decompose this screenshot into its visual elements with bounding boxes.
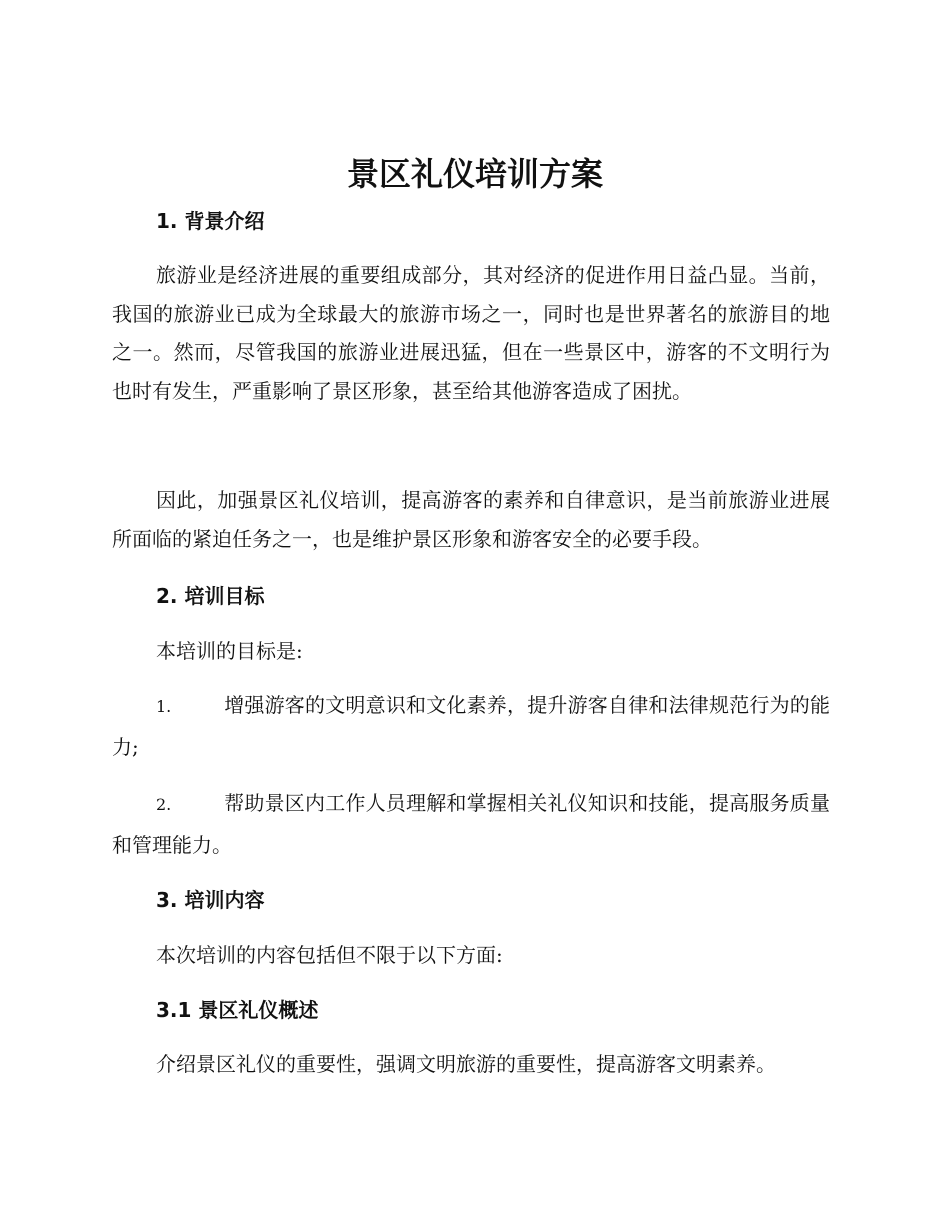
goal-list-item-2 (112, 783, 830, 865)
subsection-heading-overview: 3.1 景区礼仪概述 (156, 998, 319, 1022)
section-heading-content: 3. 培训内容 (156, 888, 265, 912)
list-text: 帮助景区内工作人员理解和掌握相关礼仪知识和技能，提高服务质量和管理能力。 (112, 791, 830, 857)
background-paragraph-1: 旅游业是经济进展的重要组成部分，其对经济的促进作用日益凸显。当前，我国的旅游业已成为全球最大的旅游市场之一，同时也是世界著名的旅游目的地之一。然而，尽管我国的旅游业进展迅猛，但在一些景区中，游客的不文明行为也时有发生，严重影响了景区形象，甚至给其他游客造成了困扰。 (112, 263, 830, 403)
overview-text: 介绍景区礼仪的重要性，强调文明旅游的重要性，提高游客文明素养。 (156, 1052, 776, 1076)
content-intro: 本次培训的内容包括但不限于以下方面: (156, 943, 503, 967)
section-heading-goals: 2. 培训目标 (156, 584, 265, 608)
section-heading-background: 1. 背景介绍 (156, 209, 265, 233)
background-paragraph-2: 因此，加强景区礼仪培训，提高游客的素养和自律意识，是当前旅游业进展所面临的紧迫任务之一，也是维护景区形象和游客安全的必要手段。 (112, 488, 830, 551)
list-number: 1. (156, 697, 172, 716)
goals-intro: 本培训的目标是: (156, 639, 303, 663)
list-number: 2. (156, 795, 172, 814)
list-text: 增强游客的文明意识和文化素养，提升游客自律和法律规范行为的能力; (112, 693, 830, 759)
goal-list-item-1 (112, 685, 830, 767)
document-title: 景区礼仪培训方案 (346, 155, 603, 193)
